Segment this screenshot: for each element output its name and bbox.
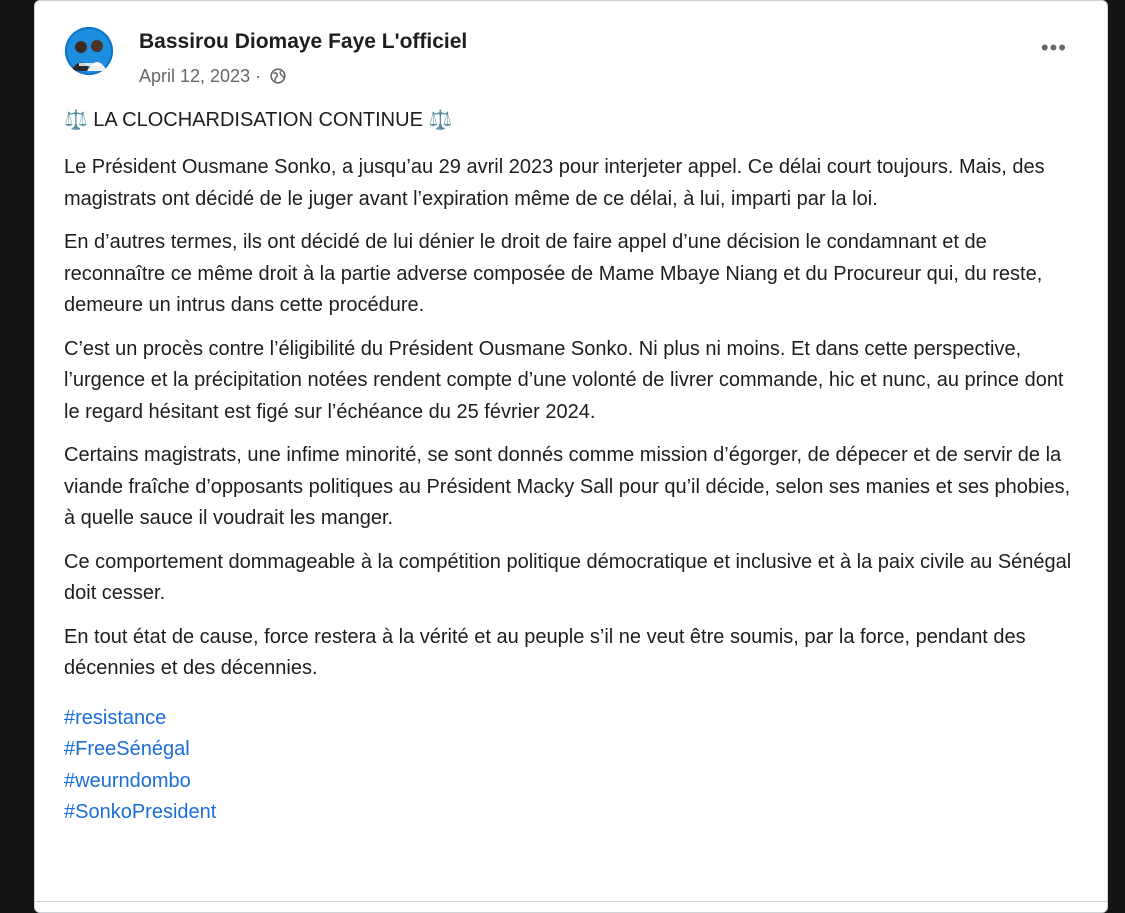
post-paragraph: Le Président Ousmane Sonko, a jusqu’au 29 avril 2023 pour interjeter appel. Ce délai court toujours. Mais, des magistrats ont décidé de le juger avant l’expiration même de ce délai, à lui, imparti par la loi. (64, 156, 1045, 210)
post-paragraph: En tout état de cause, force restera à la vérité et au peuple s’il ne veut être soumis, par la force, pendant des décennies et des décennies. (64, 625, 1026, 679)
scales-icon: ⚖️ (64, 110, 88, 131)
hashtag-link[interactable]: #resistance (64, 706, 167, 729)
hashtag-link[interactable]: #FreeSénégal (64, 738, 190, 760)
meta-separator: · (255, 65, 262, 86)
post-body (64, 105, 1074, 829)
post-date[interactable]: April 12, 2023 (139, 65, 251, 86)
headline-text: LA CLOCHARDISATION CONTINUE (93, 109, 423, 131)
post-paragraph: Certains magistrats, une infime minorité, se sont donnés comme mission d’égorger, de dépecer et de servir de la viande fraîche d’opposants politiques au Président Macky Sall pour qu’il décide, selon ses manies et ses phobies, à quelle sauce il voudrait les manger. (64, 444, 1071, 529)
more-options-icon[interactable]: ••• (1040, 35, 1067, 60)
facebook-post-card (34, 0, 1108, 913)
author-name[interactable]: Bassirou Diomaye Faye L'officiel (139, 30, 468, 53)
post-paragraph: Ce comportement dommageable à la compétition politique démocratique et inclusive et à la paix civile au Sénégal doit cesser. (64, 550, 1072, 604)
hashtag-link[interactable]: #SonkoPresident (64, 801, 217, 823)
post-paragraph: En d’autres termes, ils ont décidé de lui dénier le droit de faire appel d’une décision le condamnant et de reconnaître ce même droit à la partie adverse composée de Mame Mbaye Niang et du Procureur qui, du reste, demeure un intrus dans cette procédure. (64, 231, 1043, 316)
globe-icon[interactable] (270, 68, 286, 84)
post-paragraph: C’est un procès contre l’éligibilité du Président Ousmane Sonko. Ni plus ni moins. Et dans cette perspective, l’urgence et la précipitation notées rendent compte d’une volonté de livrer commande, hic et nunc, au prince dont le regard hésitant est figé sur l’échéance du 25 février 2024. (64, 337, 1064, 423)
avatar-photo-icon (65, 27, 113, 75)
scales-icon: ⚖️ (428, 110, 453, 131)
hashtag-link[interactable]: #weurndombo (64, 769, 191, 792)
author-avatar[interactable] (65, 27, 113, 75)
post-divider (35, 901, 1107, 902)
post-meta (139, 65, 286, 87)
post-headline (64, 105, 1074, 136)
hashtag-list (64, 703, 1074, 829)
